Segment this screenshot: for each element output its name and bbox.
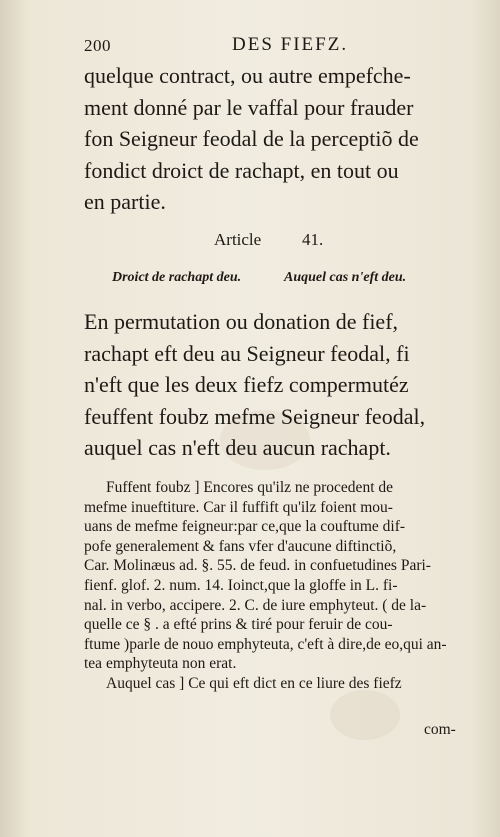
article-label: Article	[214, 230, 262, 249]
text-line: fienf. glof. 2. num. 14. Ioinct,que la gloffe in L. fi-	[84, 576, 398, 594]
text-line: Fuffent foubz ] Encores qu'ilz ne procedent de	[106, 479, 393, 496]
paper-stain	[330, 690, 400, 740]
commentary	[84, 478, 476, 694]
text-line: fondict droict de rachapt, en tout ou	[84, 157, 399, 183]
text-line: quelle ce § . a efté prins & tiré pour feruir de cou-	[84, 616, 393, 634]
text-line: ftume )parle de nouo emphyteuta, c'eft à dire,de eo,qui an-	[84, 635, 447, 653]
sidenote-left: Droict de rachapt deu.	[112, 270, 242, 285]
text-line: n'eft que les deux fiefz compermutéz	[84, 372, 409, 397]
page-header	[84, 34, 474, 58]
text-line: rachapt eft deu au Seigneur feodal, fi	[84, 340, 410, 366]
text-line: feuffent foubz mefme Seigneur feodal,	[84, 403, 426, 429]
text-line: nal. in verbo, accipere. 2. C. de iure emphyteut. ( de la-	[84, 596, 427, 614]
text-line: Auquel cas ] Ce qui eft dict en ce liure des fiefz	[106, 674, 402, 692]
text-line: tea emphyteuta non erat.	[84, 655, 237, 673]
text-line: En permutation ou donation de fief,	[84, 309, 399, 334]
text-line: mefme inueftiture. Car il fuffift qu'ilz foient mou-	[84, 498, 393, 516]
continuation-paragraph	[84, 60, 476, 218]
text-line: uans de mefme feigneur:par ce,que la couftume dif-	[84, 518, 406, 536]
text-line: quelque contract, ou autre empefche-	[84, 63, 411, 88]
article-text	[84, 306, 476, 464]
page-number: 200	[84, 36, 111, 55]
text-line: ment donné par le vaffal pour frauder	[84, 94, 414, 120]
sidenotes	[84, 270, 476, 294]
text-line: auquel cas n'eft deu aucun rachapt.	[84, 435, 391, 460]
text-line: fon Seigneur feodal de la perceptiõ de	[84, 126, 419, 151]
text-line: pofe generalement & fans vfer d'aucune diftinctiõ,	[84, 537, 397, 555]
article-number: 41.	[302, 230, 324, 249]
article-heading	[84, 230, 476, 256]
text-line: en partie.	[84, 189, 166, 214]
text-line: Car. Molinæus ad. §. 55. de feud. in confuetudines Pari-	[84, 557, 431, 575]
catchword: com-	[424, 721, 456, 738]
sidenote-right: Auquel cas n'eft deu.	[284, 270, 407, 285]
running-title: DES FIEFZ.	[232, 34, 349, 55]
